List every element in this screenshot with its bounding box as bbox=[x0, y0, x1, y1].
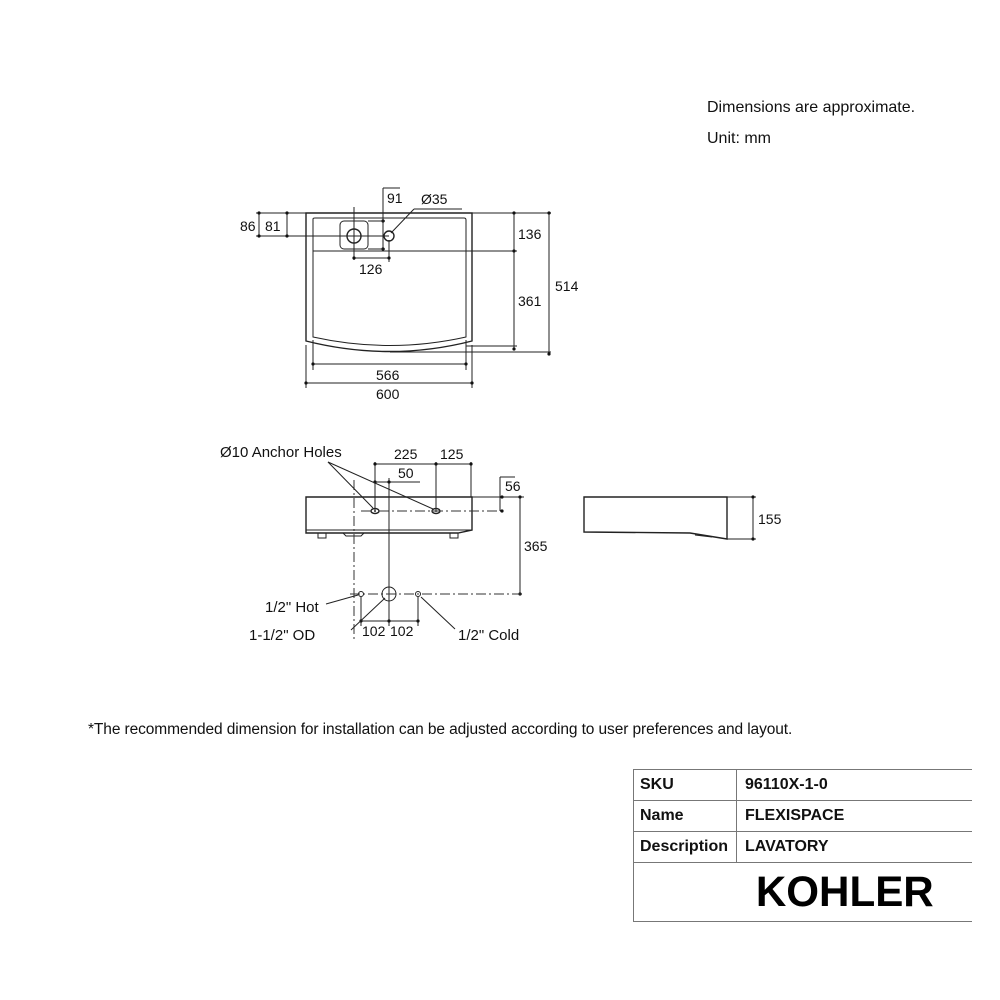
spec-key: Description bbox=[634, 832, 737, 863]
basin-outline-outer bbox=[306, 213, 472, 352]
basin-rim bbox=[313, 218, 466, 346]
label-drain: 1-1/2" OD bbox=[249, 627, 316, 644]
dim-566: 566 bbox=[376, 367, 400, 383]
dim-225: 225 bbox=[394, 446, 418, 462]
foot-left bbox=[318, 533, 326, 538]
spec-row-sku bbox=[634, 770, 973, 801]
note-dimensions-approximate: Dimensions are approximate. bbox=[707, 99, 916, 116]
basin-side-outline bbox=[584, 497, 727, 539]
dim-91: 91 bbox=[387, 190, 403, 206]
spec-key: SKU bbox=[634, 770, 737, 801]
side-view bbox=[584, 495, 782, 540]
note-unit: Unit: mm bbox=[707, 130, 771, 147]
dim-126: 126 bbox=[359, 261, 383, 277]
spec-table bbox=[633, 769, 972, 922]
spec-key: Name bbox=[634, 801, 737, 832]
dim-125: 125 bbox=[440, 446, 464, 462]
label-hot: 1/2" Hot bbox=[265, 599, 319, 616]
spec-value: LAVATORY bbox=[737, 832, 973, 863]
dim-56: 56 bbox=[505, 478, 521, 494]
dim-50: 50 bbox=[398, 465, 414, 481]
dim-155: 155 bbox=[758, 511, 782, 527]
spec-row-name bbox=[634, 801, 973, 832]
dim-361: 361 bbox=[518, 293, 542, 309]
label-cold: 1/2" Cold bbox=[458, 627, 520, 644]
spec-row-description bbox=[634, 832, 973, 863]
top-view bbox=[240, 188, 579, 402]
dim-514: 514 bbox=[555, 278, 579, 294]
dim-600: 600 bbox=[376, 386, 400, 402]
kohler-logo: KOHLER bbox=[755, 867, 934, 916]
dim-365: 365 bbox=[524, 538, 548, 554]
footnote: *The recommended dimension for installation can be adjusted according to user preferences and layout. bbox=[88, 721, 793, 738]
dim-diameter-35: Ø35 bbox=[421, 191, 448, 207]
dim-102-right: 102 bbox=[390, 623, 414, 639]
label-anchor-holes: Ø10 Anchor Holes bbox=[220, 444, 342, 461]
spec-value: 96110X-1-0 bbox=[737, 770, 973, 801]
foot-right bbox=[450, 533, 458, 538]
front-view bbox=[220, 444, 548, 644]
dim-81: 81 bbox=[265, 218, 281, 234]
dim-86: 86 bbox=[240, 218, 256, 234]
dim-102-left: 102 bbox=[362, 623, 386, 639]
spec-row-brand bbox=[634, 863, 973, 922]
dim-136: 136 bbox=[518, 226, 542, 242]
spec-value: FLEXISPACE bbox=[737, 801, 973, 832]
